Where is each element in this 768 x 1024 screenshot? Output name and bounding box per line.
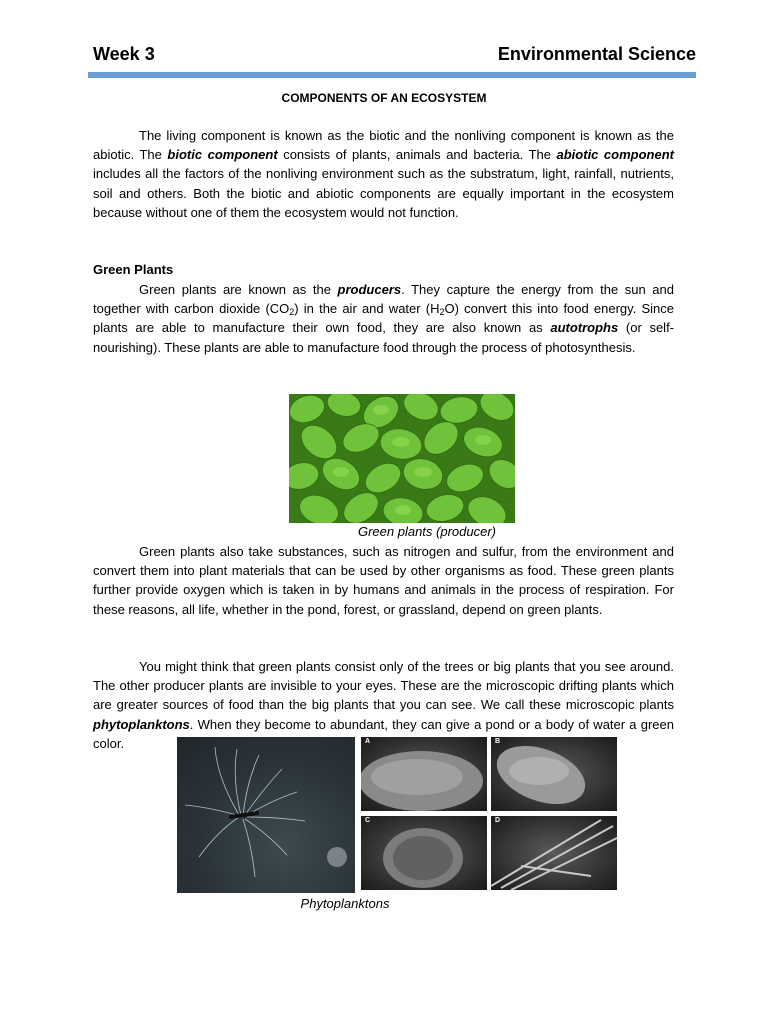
sem-panel-b [491, 737, 617, 811]
green-plants-caption: Green plants (producer) [357, 524, 496, 539]
subject-label: Environmental Science [497, 44, 696, 64]
sem-panel-a [361, 737, 487, 811]
page-title: COMPONENTS OF AN ECOSYSTEM [281, 91, 487, 105]
panel-label-a: A [365, 738, 371, 745]
week-label: Week 3 [93, 44, 155, 64]
intro-paragraph: The living component is known as the biotic and the nonliving component is known as the abiotic. The biotic component consists of plants, animals and bacteria. The abiotic component includes all the factors of the nonliving environment such as the substratum, light, rainfall, nutrients, soil and others. Both the biotic and abiotic components are equally important in the ecosystem because without one of them the ecosystem would not function. [93, 128, 674, 220]
phytoplankton-photo [177, 737, 355, 893]
panel-label-d: D [495, 817, 501, 824]
page-header [93, 44, 696, 68]
phytoplankton-caption: Phytoplanktons [300, 896, 390, 911]
green-plants-image [289, 394, 515, 523]
header-divider [88, 72, 696, 78]
green-plants-paragraph-2: Green plants also take substances, such as nitrogen and sulfur, from the environment and convert them into plant materials that can be used by other organisms as food. These green plants further provide oxygen which is taken in by humans and animals in the process of respiration. For these reasons, all life, whether in the pond, forest, or grassland, depend on green plants. [93, 544, 674, 617]
sem-panel-d [491, 816, 617, 890]
sem-panel-c [361, 816, 487, 890]
producers-paragraph: Green plants are known as the producers. They capture the energy from the sun and together with carbon dioxide $(CO_2)$ in the air and water $(H_2O)$ convert this into food energy. Since plants are able to manufacture their own food, they are also known as autotrophs (or self-nourishing). These plants are able to manufacture food through the process of photosynthesis. [93, 282, 675, 355]
panel-label-c: C [365, 817, 371, 824]
section-heading-green-plants: Green Plants [93, 262, 174, 277]
panel-label-b: B [495, 738, 501, 745]
phytoplankton-paragraph: You might think that green plants consist only of the trees or big plants that you see around. The other producer plants are invisible to your eyes. These are the microscopic drifting plants which are greater sources of food than the big plants that you can see. We call these microscopic plants phytoplanktons. When they become to abundant, they can give a pond or a body of water a green color. [93, 659, 674, 751]
